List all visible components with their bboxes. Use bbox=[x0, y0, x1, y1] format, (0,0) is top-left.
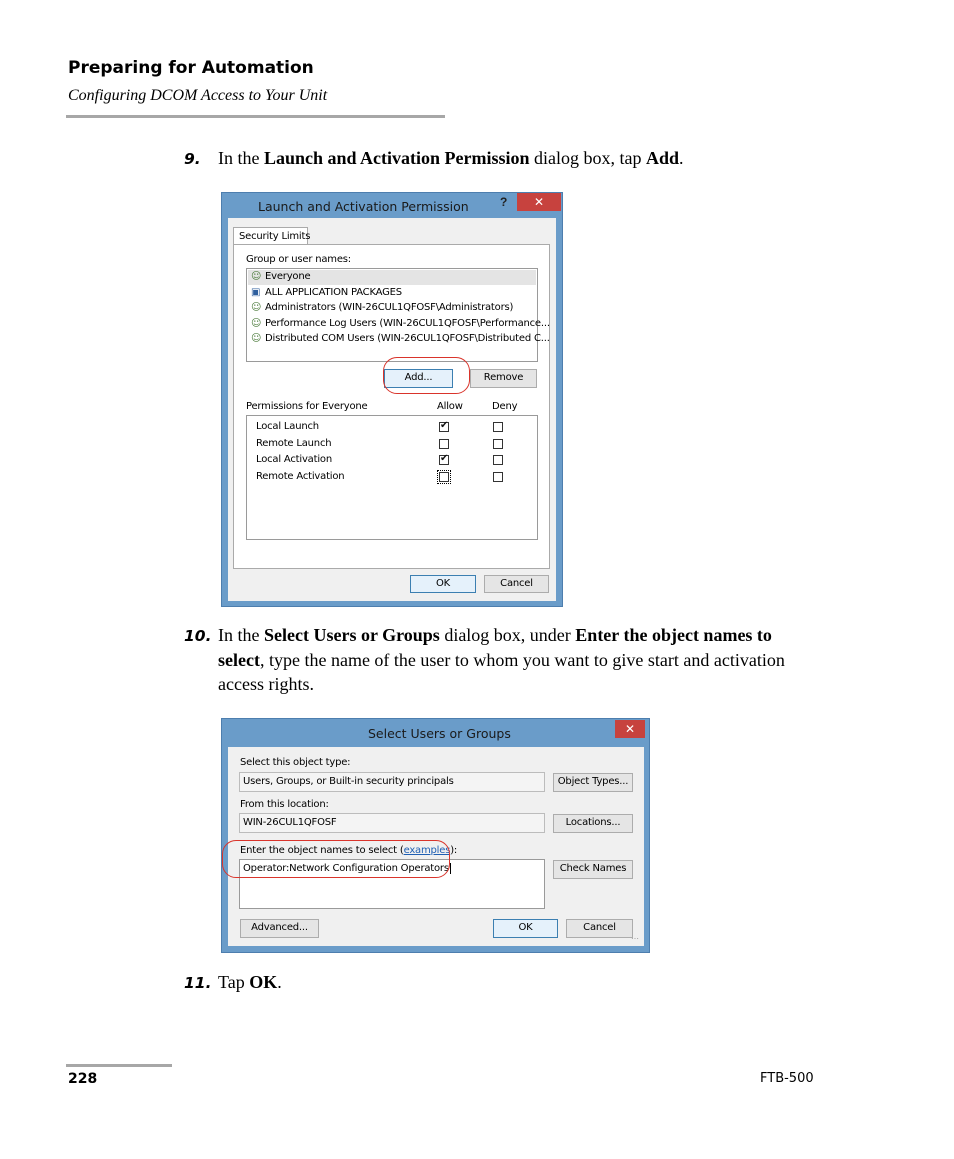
ok-button[interactable]: OK bbox=[493, 919, 558, 938]
user-name: Distributed COM Users (WIN-26CUL1QFOSF\Distributed C... bbox=[265, 333, 550, 344]
add-button[interactable]: Add... bbox=[384, 369, 453, 388]
advanced-button[interactable]: Advanced... bbox=[240, 919, 319, 938]
user-name: Everyone bbox=[265, 271, 311, 282]
permission-name: Remote Activation bbox=[256, 470, 345, 482]
product-model: FTB-500 bbox=[760, 1071, 814, 1086]
deny-checkbox[interactable] bbox=[493, 455, 503, 465]
permission-name: Local Launch bbox=[256, 421, 319, 432]
permission-list bbox=[246, 415, 538, 540]
deny-checkbox[interactable] bbox=[493, 422, 503, 432]
footer-rule bbox=[66, 1064, 172, 1067]
user-name: Administrators (WIN-26CUL1QFOSF\Administrators) bbox=[265, 302, 514, 313]
app-packages-icon: ▣ bbox=[251, 286, 261, 298]
object-type-label: Select this object type: bbox=[240, 757, 351, 768]
check-names-button[interactable]: Check Names bbox=[553, 860, 633, 879]
deny-column-header: Deny bbox=[492, 401, 518, 412]
allow-checkbox[interactable] bbox=[439, 422, 449, 432]
users-icon: ☺ bbox=[251, 317, 262, 329]
page-number: 228 bbox=[68, 1071, 98, 1087]
header-rule bbox=[66, 115, 445, 118]
tab-panel bbox=[233, 244, 550, 569]
ok-button[interactable]: OK bbox=[410, 575, 476, 593]
help-button[interactable]: ? bbox=[500, 195, 508, 209]
step-9-text: In the Launch and Activation Permission dialog box, tap Add. bbox=[218, 148, 684, 168]
text-caret bbox=[450, 863, 451, 874]
user-list-item[interactable] bbox=[251, 318, 550, 329]
permission-name: Local Activation bbox=[256, 454, 332, 465]
close-icon: ✕ bbox=[624, 722, 636, 736]
user-list[interactable] bbox=[246, 268, 550, 362]
object-names-label: Enter the object names to select (examples): bbox=[240, 845, 458, 856]
cancel-button[interactable]: Cancel bbox=[566, 919, 633, 938]
location-field: WIN-26CUL1QFOSF bbox=[239, 813, 545, 833]
chapter-title: Preparing for Automation bbox=[68, 58, 314, 78]
examples-link[interactable]: examples bbox=[403, 845, 451, 856]
step-10-text: In the Select Users or Groups dialog box, under Enter the object names to select, type the name of the user to whom you want to give start and activation access rights. bbox=[218, 625, 785, 694]
users-icon: ☺ bbox=[251, 271, 262, 282]
select-users-or-groups-dialog bbox=[221, 718, 650, 953]
users-icon: ☺ bbox=[251, 302, 262, 313]
step-11-text: Tap OK. bbox=[218, 972, 282, 992]
highlight-circle-names bbox=[222, 840, 450, 878]
locations-button[interactable]: Locations... bbox=[553, 814, 633, 833]
dialog-body bbox=[228, 218, 556, 601]
cancel-button[interactable]: Cancel bbox=[484, 575, 549, 593]
allow-column-header: Allow bbox=[437, 401, 463, 412]
deny-checkbox[interactable] bbox=[493, 472, 503, 482]
deny-checkbox[interactable] bbox=[493, 439, 503, 449]
close-button[interactable] bbox=[517, 193, 561, 211]
step-11-number: 11. bbox=[184, 974, 212, 992]
close-button[interactable] bbox=[615, 720, 645, 738]
user-name: Performance Log Users (WIN-26CUL1QFOSF\Performance... bbox=[265, 317, 550, 329]
group-or-user-names-label: Group or user names: bbox=[246, 254, 351, 265]
permissions-label: Permissions for Everyone bbox=[246, 401, 368, 412]
permission-name: Remote Launch bbox=[256, 437, 332, 449]
object-names-input[interactable]: Operator:Network Configuration Operators bbox=[239, 859, 545, 909]
object-type-field: Users, Groups, or Built-in security principals bbox=[239, 772, 545, 792]
allow-checkbox[interactable] bbox=[439, 455, 449, 465]
users-icon: ☺ bbox=[251, 333, 262, 344]
highlight-circle-add bbox=[383, 357, 470, 394]
user-list-item[interactable] bbox=[251, 333, 550, 344]
close-icon: ✕ bbox=[533, 195, 545, 209]
allow-checkbox[interactable] bbox=[439, 439, 449, 449]
object-types-button[interactable]: Object Types... bbox=[553, 773, 633, 792]
step-9-number: 9. bbox=[184, 150, 201, 168]
user-list-item[interactable] bbox=[251, 287, 402, 298]
step-10-number: 10. bbox=[184, 627, 212, 645]
section-subtitle: Configuring DCOM Access to Your Unit bbox=[68, 87, 328, 104]
user-list-item[interactable] bbox=[251, 302, 513, 313]
resize-grip-icon[interactable]: ⋯ bbox=[631, 934, 639, 943]
user-list-item[interactable] bbox=[251, 271, 310, 282]
launch-activation-permission-dialog bbox=[221, 192, 563, 607]
tab-security-limits[interactable]: Security Limits bbox=[233, 227, 308, 245]
user-name: ALL APPLICATION PACKAGES bbox=[265, 286, 402, 298]
dialog-title: Select Users or Groups bbox=[368, 726, 511, 741]
allow-checkbox[interactable] bbox=[439, 472, 449, 482]
remove-button[interactable]: Remove bbox=[470, 369, 537, 388]
location-label: From this location: bbox=[240, 799, 329, 810]
dialog-title: Launch and Activation Permission bbox=[258, 199, 469, 214]
